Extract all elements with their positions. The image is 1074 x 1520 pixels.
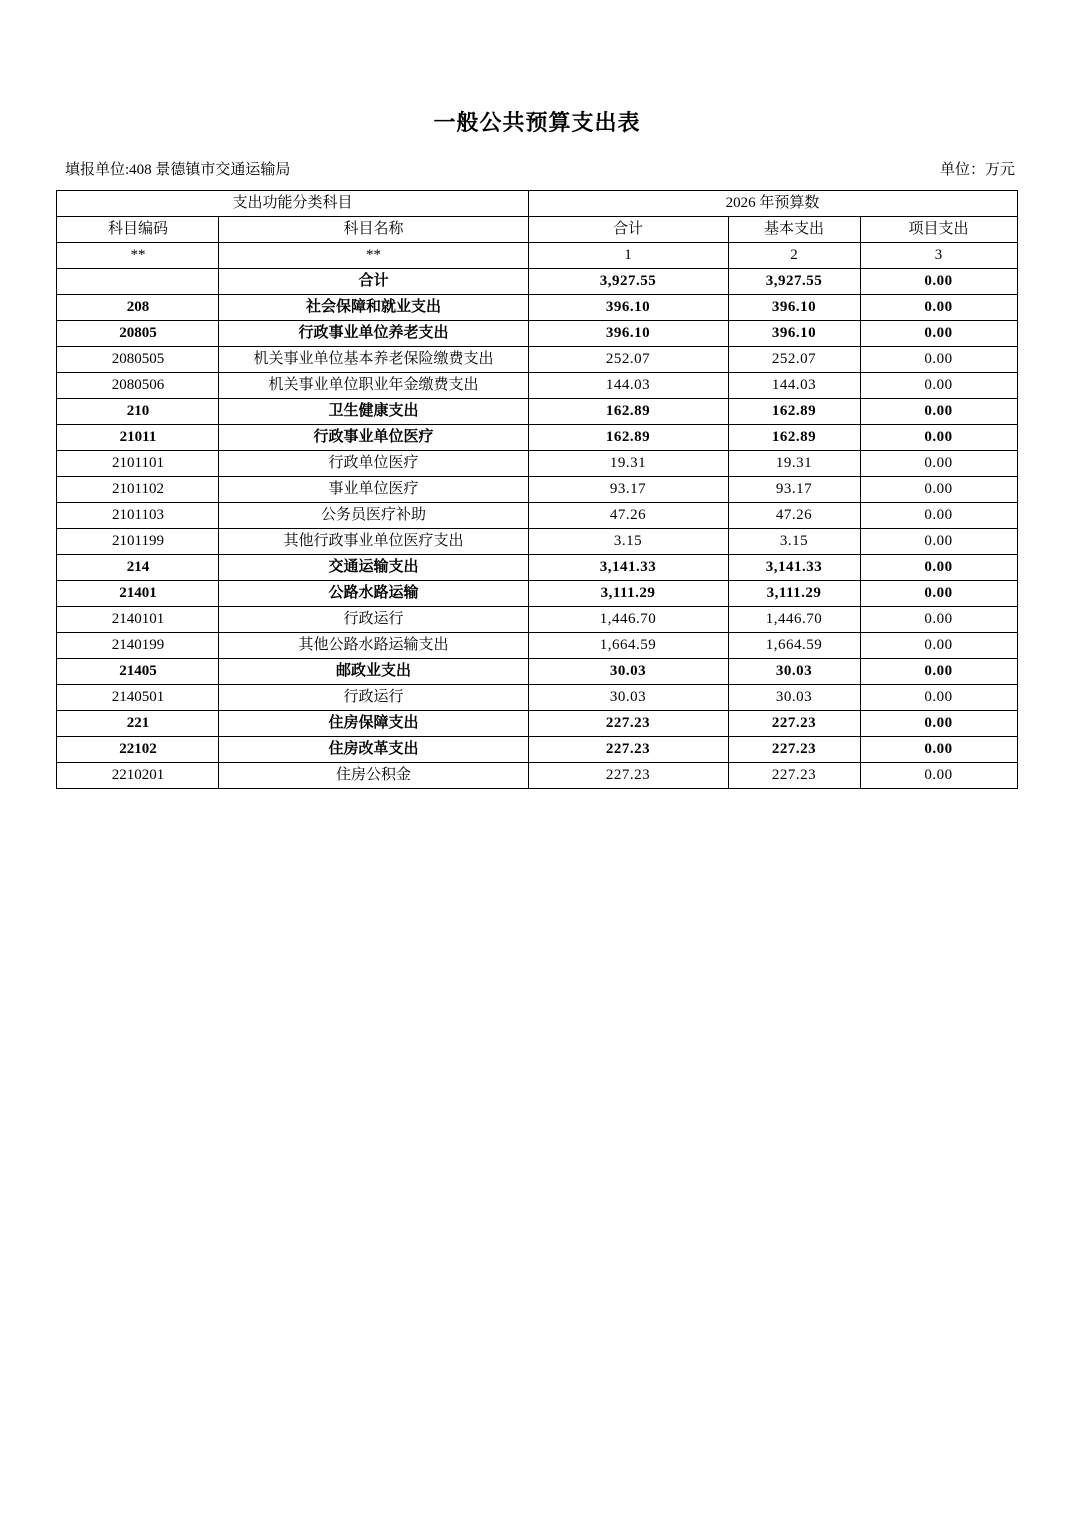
subject-name-cell: 住房保障支出 (219, 711, 528, 737)
subject-code-cell (57, 269, 219, 295)
project-expenditure-cell: 0.00 (860, 659, 1017, 685)
subject-code-cell: 2210201 (57, 763, 219, 789)
budget-expenditure-table (56, 190, 1017, 789)
basic-expenditure-cell: 396.10 (728, 321, 860, 347)
basic-expenditure-cell: 252.07 (728, 347, 860, 373)
subject-name-cell: 行政事业单位医疗 (219, 425, 528, 451)
table-row (57, 503, 1017, 529)
subject-name-cell: 机关事业单位基本养老保险缴费支出 (219, 347, 528, 373)
subject-name-cell: 住房改革支出 (219, 737, 528, 763)
table-row (57, 555, 1017, 581)
basic-expenditure-cell: 162.89 (728, 425, 860, 451)
subject-code-cell: 21401 (57, 581, 219, 607)
subject-code-cell: 210 (57, 399, 219, 425)
table-row (57, 581, 1017, 607)
subject-code-cell: 2101199 (57, 529, 219, 555)
subject-code-cell: 208 (57, 295, 219, 321)
basic-expenditure-cell: 1,664.59 (728, 633, 860, 659)
total-cell: 3.15 (528, 529, 728, 555)
basic-expenditure-cell: 30.03 (728, 685, 860, 711)
basic-expenditure-cell: 1,446.70 (728, 607, 860, 633)
subject-name-cell: 公务员医疗补助 (219, 503, 528, 529)
subject-code-cell: 2140101 (57, 607, 219, 633)
project-expenditure-cell: 0.00 (860, 451, 1017, 477)
subject-name-cell: 事业单位医疗 (219, 477, 528, 503)
basic-expenditure-cell: 396.10 (728, 295, 860, 321)
subject-name-cell: 住房公积金 (219, 763, 528, 789)
project-expenditure-cell: 0.00 (860, 373, 1017, 399)
table-row (57, 737, 1017, 763)
table-row (57, 373, 1017, 399)
table-row (57, 425, 1017, 451)
subject-name-cell: 行政事业单位养老支出 (219, 321, 528, 347)
marker-cell: ** (219, 243, 528, 269)
subject-name-cell: 交通运输支出 (219, 555, 528, 581)
table-row (57, 451, 1017, 477)
total-cell: 252.07 (528, 347, 728, 373)
header-group-row (57, 191, 1017, 217)
subject-name-cell: 卫生健康支出 (219, 399, 528, 425)
marker-cell: 2 (728, 243, 860, 269)
total-cell: 93.17 (528, 477, 728, 503)
header-subject-name: 科目名称 (219, 217, 528, 243)
table-row (57, 321, 1017, 347)
basic-expenditure-cell: 3,111.29 (728, 581, 860, 607)
basic-expenditure-cell: 144.03 (728, 373, 860, 399)
project-expenditure-cell: 0.00 (860, 399, 1017, 425)
project-expenditure-cell: 0.00 (860, 711, 1017, 737)
header-group-budget-year: 2026 年预算数 (528, 191, 1017, 217)
basic-expenditure-cell: 30.03 (728, 659, 860, 685)
table-row (57, 529, 1017, 555)
project-expenditure-cell: 0.00 (860, 477, 1017, 503)
basic-expenditure-cell: 227.23 (728, 737, 860, 763)
project-expenditure-cell: 0.00 (860, 581, 1017, 607)
subject-code-cell: 2140199 (57, 633, 219, 659)
table-row (57, 295, 1017, 321)
table-body (57, 269, 1017, 789)
subject-code-cell: 214 (57, 555, 219, 581)
project-expenditure-cell: 0.00 (860, 321, 1017, 347)
table-row (57, 477, 1017, 503)
project-expenditure-cell: 0.00 (860, 347, 1017, 373)
header-markers-row (57, 243, 1017, 269)
total-cell: 3,927.55 (528, 269, 728, 295)
project-expenditure-cell: 0.00 (860, 607, 1017, 633)
total-cell: 227.23 (528, 763, 728, 789)
subject-name-cell: 行政单位医疗 (219, 451, 528, 477)
project-expenditure-cell: 0.00 (860, 555, 1017, 581)
subject-name-cell: 行政运行 (219, 607, 528, 633)
table-row (57, 633, 1017, 659)
project-expenditure-cell: 0.00 (860, 269, 1017, 295)
subject-code-cell: 2080506 (57, 373, 219, 399)
project-expenditure-cell: 0.00 (860, 425, 1017, 451)
table-row (57, 269, 1017, 295)
marker-cell: 1 (528, 243, 728, 269)
total-cell: 162.89 (528, 425, 728, 451)
project-expenditure-cell: 0.00 (860, 763, 1017, 789)
project-expenditure-cell: 0.00 (860, 295, 1017, 321)
basic-expenditure-cell: 3.15 (728, 529, 860, 555)
basic-expenditure-cell: 93.17 (728, 477, 860, 503)
subject-name-cell: 其他公路水路运输支出 (219, 633, 528, 659)
subject-name-cell: 行政运行 (219, 685, 528, 711)
total-cell: 3,141.33 (528, 555, 728, 581)
total-cell: 162.89 (528, 399, 728, 425)
total-cell: 227.23 (528, 737, 728, 763)
total-cell: 30.03 (528, 659, 728, 685)
subject-code-cell: 21011 (57, 425, 219, 451)
table-row (57, 347, 1017, 373)
meta-row (57, 160, 1017, 180)
total-cell: 47.26 (528, 503, 728, 529)
table-row (57, 659, 1017, 685)
table-row (57, 763, 1017, 789)
basic-expenditure-cell: 47.26 (728, 503, 860, 529)
reporting-unit-label: 填报单位:408 景德镇市交通运输局 (65, 162, 291, 178)
project-expenditure-cell: 0.00 (860, 633, 1017, 659)
subject-code-cell: 21405 (57, 659, 219, 685)
basic-expenditure-cell: 3,141.33 (728, 555, 860, 581)
subject-name-cell: 机关事业单位职业年金缴费支出 (219, 373, 528, 399)
currency-unit-label: 单位：万元 (939, 162, 1015, 178)
total-cell: 19.31 (528, 451, 728, 477)
project-expenditure-cell: 0.00 (860, 737, 1017, 763)
header-subject-code: 科目编码 (57, 217, 219, 243)
subject-code-cell: 221 (57, 711, 219, 737)
subject-name-cell: 社会保障和就业支出 (219, 295, 528, 321)
table-row (57, 607, 1017, 633)
project-expenditure-cell: 0.00 (860, 529, 1017, 555)
subject-code-cell: 2101101 (57, 451, 219, 477)
subject-name-cell: 合计 (219, 269, 528, 295)
table-row (57, 685, 1017, 711)
total-cell: 3,111.29 (528, 581, 728, 607)
total-cell: 144.03 (528, 373, 728, 399)
subject-name-cell: 公路水路运输 (219, 581, 528, 607)
subject-code-cell: 2101102 (57, 477, 219, 503)
header-columns-row (57, 217, 1017, 243)
subject-code-cell: 20805 (57, 321, 219, 347)
table-row (57, 399, 1017, 425)
basic-expenditure-cell: 19.31 (728, 451, 860, 477)
subject-code-cell: 2101103 (57, 503, 219, 529)
project-expenditure-cell: 0.00 (860, 685, 1017, 711)
subject-code-cell: 2080505 (57, 347, 219, 373)
page-title: 一般公共预算支出表 (433, 110, 641, 135)
table-row (57, 711, 1017, 737)
total-cell: 30.03 (528, 685, 728, 711)
total-cell: 396.10 (528, 295, 728, 321)
basic-expenditure-cell: 162.89 (728, 399, 860, 425)
marker-cell: 3 (860, 243, 1017, 269)
subject-code-cell: 2140501 (57, 685, 219, 711)
total-cell: 396.10 (528, 321, 728, 347)
marker-cell: ** (57, 243, 219, 269)
subject-name-cell: 邮政业支出 (219, 659, 528, 685)
total-cell: 1,446.70 (528, 607, 728, 633)
header-project-expenditure: 项目支出 (860, 217, 1017, 243)
total-cell: 227.23 (528, 711, 728, 737)
project-expenditure-cell: 0.00 (860, 503, 1017, 529)
basic-expenditure-cell: 3,927.55 (728, 269, 860, 295)
subject-name-cell: 其他行政事业单位医疗支出 (219, 529, 528, 555)
basic-expenditure-cell: 227.23 (728, 763, 860, 789)
header-group-function-classification: 支出功能分类科目 (57, 191, 528, 217)
header-total: 合计 (528, 217, 728, 243)
total-cell: 1,664.59 (528, 633, 728, 659)
header-basic-expenditure: 基本支出 (728, 217, 860, 243)
basic-expenditure-cell: 227.23 (728, 711, 860, 737)
subject-code-cell: 22102 (57, 737, 219, 763)
